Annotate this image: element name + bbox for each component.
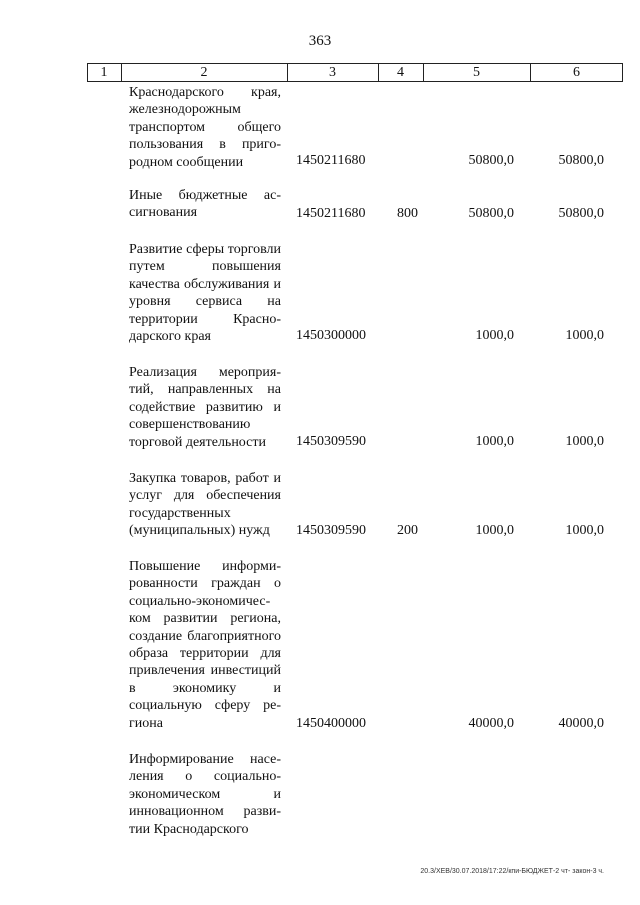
row-amount-col5: 1000,0 <box>475 434 514 449</box>
column-header-6: 6 <box>573 65 580 80</box>
column-header-5: 5 <box>473 65 480 80</box>
row-amount-col6: 1000,0 <box>565 328 604 343</box>
row-amount-col6: 1000,0 <box>565 434 604 449</box>
row-code: 1450211680 <box>296 153 366 168</box>
row-code: 1450400000 <box>296 716 366 731</box>
row-code: 1450309590 <box>296 434 366 449</box>
column-header-4: 4 <box>397 65 404 80</box>
page-number: 363 <box>308 33 332 49</box>
row-amount-col6: 50800,0 <box>558 206 604 221</box>
row-description: Иные бюджетные ассигнования <box>129 188 281 221</box>
document-footer: 20.3/ХЕВ/30.07.2018/17:22/кпи-БЮДЖЕТ-2 чт- закон-3 ч. <box>420 868 604 875</box>
row-amount-col5: 40000,0 <box>468 716 514 731</box>
row-expense-type: 800 <box>397 206 418 221</box>
row-description: Повышение информированности граждан о социально-экономическом развитии региона, создание благоприятного образа территории для привлечения инвестиций в экономику и социальную сферу региона <box>129 559 281 731</box>
row-expense-type: 200 <box>397 523 418 538</box>
row-amount-col6: 50800,0 <box>558 153 604 168</box>
row-description: Развитие сферы торговли путем повышения качества обслуживания и уровня сервиса на территории Краснодарского края <box>129 242 281 345</box>
row-code: 1450309590 <box>296 523 366 538</box>
row-description: Краснодарского края, железнодорожным транспортом общего пользования в пригородном сообщении <box>129 85 281 170</box>
row-code: 1450300000 <box>296 328 366 343</box>
row-amount-col5: 50800,0 <box>468 206 514 221</box>
row-code: 1450211680 <box>296 206 366 221</box>
row-description: Информирование населения о социально-экономическом и инновационном развитии Краснодарского <box>129 752 281 837</box>
row-amount-col5: 50800,0 <box>468 153 514 168</box>
row-amount-col5: 1000,0 <box>475 328 514 343</box>
column-header-row <box>87 63 623 82</box>
row-description: Реализация мероприятий, направленных на содействие развитию и совершенствованию торговой деятельности <box>129 365 281 450</box>
column-header-3: 3 <box>329 65 336 80</box>
row-amount-col6: 40000,0 <box>558 716 604 731</box>
row-description: Закупка товаров, работ и услуг для обеспечения государственных (муниципальных) нужд <box>129 471 281 539</box>
column-header-2: 2 <box>200 65 208 80</box>
column-header-1: 1 <box>100 65 108 80</box>
row-amount-col6: 1000,0 <box>565 523 604 538</box>
row-amount-col5: 1000,0 <box>475 523 514 538</box>
